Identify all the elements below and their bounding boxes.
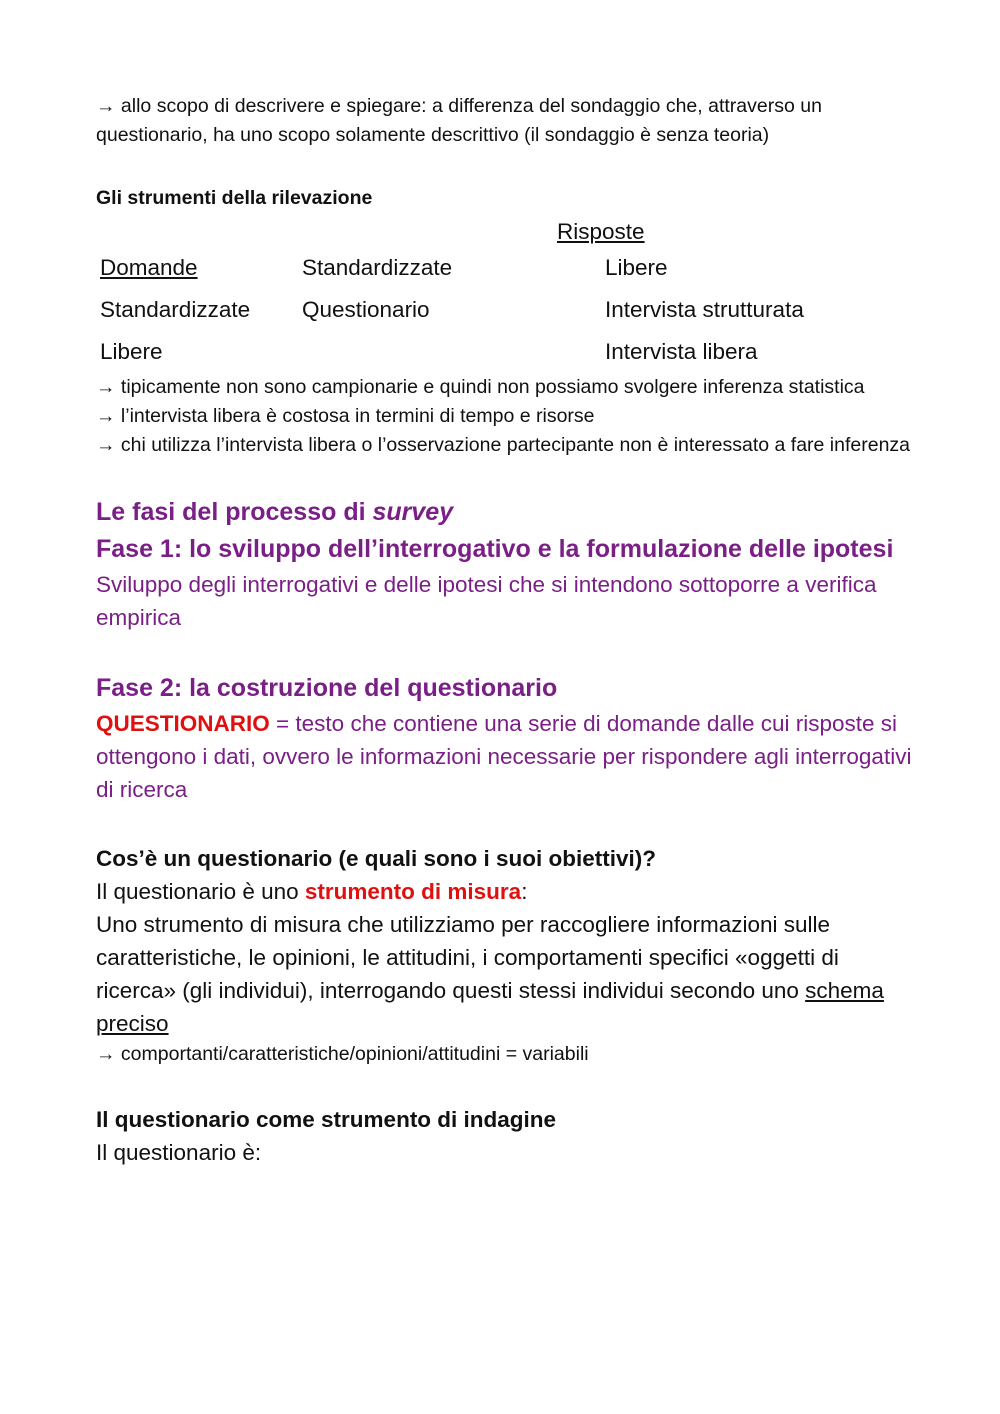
document-page [96,92,916,1169]
cell-intervista-libera: Intervista libera [605,339,758,364]
fase1-text: Sviluppo degli interrogativi e delle ipotesi che si intendono sottoporre a verifica empirica [96,572,877,630]
intro-line-1: → allo scopo di descrivere e spiegare: a differenza del sondaggio che, attraverso un [96,95,822,117]
intro-line-2: questionario, ha uno scopo solamente descrittivo (il sondaggio è senza teoria) [96,124,770,146]
fase1-title: Fase 1: lo sviluppo dell’interrogativo e la formulazione delle ipotesi [96,535,894,563]
fasi-title [96,494,916,531]
risposte-header: Risposte [557,219,645,244]
cell-intervista-strutturata: Intervista strutturata [605,297,804,322]
fase2-text: = testo che contiene una serie di domande dalle cui risposte si ottengono i dati, ovvero le informazioni necessarie per rispondere agli interrogativi di ricerca [96,711,912,802]
cos-e-line-1 [96,875,916,908]
strumento-di-misura-highlight: strumento di misura [304,879,522,904]
row-label-libere: Libere [100,339,163,364]
strumenti-note-3: → chi utilizza l’intervista libera o l’osservazione partecipante non è interessato a fare inferenza [96,434,911,456]
fase2-title: Fase 2: la costruzione del questionario [96,674,558,702]
schema-preciso-underlined: schema preciso [96,978,884,1036]
cos-e-paragraph [96,908,916,1040]
fasi-title-text: Le fasi del processo di [96,498,373,526]
cos-e-line-1-prefix: Il questionario è uno [96,879,305,904]
col-standardizzate: Standardizzate [302,255,453,280]
cos-e-note: → comportanti/caratteristiche/opinioni/attitudini = variabili [96,1043,589,1065]
fase2-definition [96,707,916,806]
cos-e-line-1-suffix: : [521,879,528,904]
col-libere: Libere [605,255,668,280]
questionario-term: QUESTIONARIO [96,711,270,736]
row-label-standardizzate: Standardizzate [100,297,251,322]
cos-e-title: Cos’è un questionario (e quali sono i suoi obiettivi)? [96,846,657,871]
strumenti-title: Gli strumenti della rilevazione [96,187,373,209]
cell-questionario: Questionario [302,297,430,322]
domande-header: Domande [100,255,198,280]
strumenti-note-2: → l’intervista libera è costosa in termini di tempo e risorse [96,405,595,427]
indagine-text: Il questionario è: [96,1140,262,1165]
strumenti-table [96,215,916,375]
indagine-title: Il questionario come strumento di indagine [96,1107,557,1132]
cos-e-paragraph-text: Uno strumento di misura che utilizziamo per raccogliere informazioni sulle caratteristiche, le opinioni, le attitudini, i comportamenti specifici «oggetti di ricerca» (gli individui), interrogando questi stessi individui secondo uno [96,912,839,1003]
fasi-title-italic: survey [372,498,454,526]
strumenti-note-1: → tipicamente non sono campionarie e quindi non possiamo svolgere inferenza statistica [96,376,865,398]
